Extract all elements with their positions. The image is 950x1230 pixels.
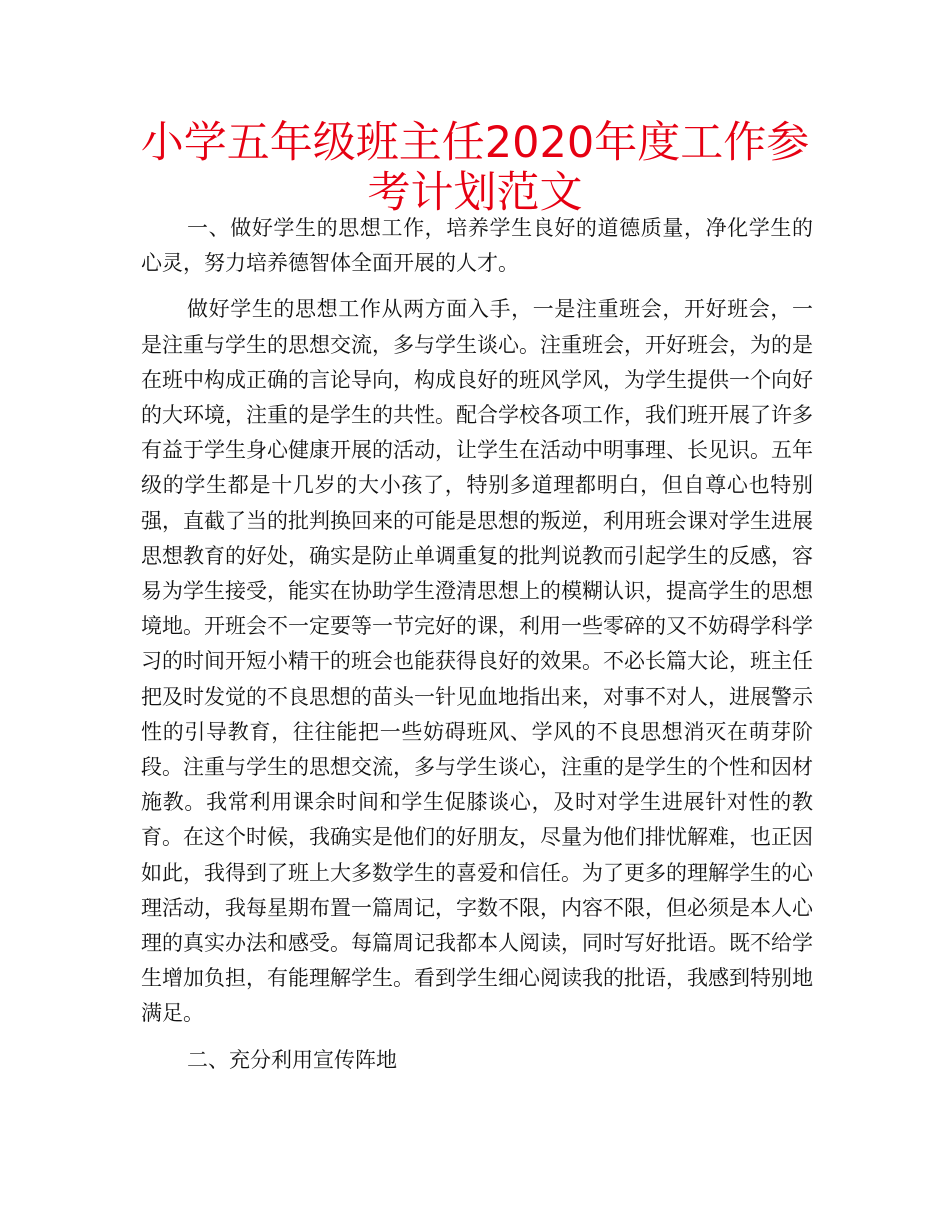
document-title: 小学五年级班主任2020年度工作参考计划范文 <box>140 118 810 218</box>
document-body <box>141 211 813 1078</box>
paragraph-1: 一、做好学生的思想工作，培养学生良好的道德质量，净化学生的心灵，努力培养德智体全面开展的人才。 <box>141 216 813 276</box>
paragraph-2: 做好学生的思想工作从两方面入手，一是注重班会，开好班会，一是注重与学生的思想交流，多与学生谈心。注重班会，开好班会，为的是在班中构成正确的言论导向，构成良好的班风学风，为学生提供一个向好的大环境，注重的是学生的共性。配合学校各项工作，我们班开展了许多有益于学生身心健康开展的活动，让学生在活动中明事理、长见识。五年级的学生都是十几岁的大小孩了，特别多道理都明白，但自尊心也特别强，直截了当的批判换回来的可能是思想的叛逆，利用班会课对学生进展思想教育的好处，确实是防止单调重复的批判说教而引起学生的反感，容易为学生接受，能实在协助学生澄清思想上的模糊认识，提高学生的思想境地。开班会不一定要等一节完好的课，利用一些零碎的又不妨碍学科学习的时间开短小精干的班会也能获得良好的效果。不必长篇大论，班主任把及时发觉的不良思想的苗头一针见血地指出来，对事不对人，进展警示性的引导教育，往往能把一些妨碍班风、学风的不良思想消灭在萌芽阶段。注重与学生的思想交流，多与学生谈心，注重的是学生的个性和因材施教。我常利用课余时间和学生促膝谈心，及时对学生进展针对性的教育。在这个时候，我确实是他们的好朋友，尽量为他们排忧解难，也正因如此，我得到了班上大多数学生的喜爱和信任。为了更多的理解学生的心理活动，我每星期布置一篇周记，字数不限，内容不限，但必须是本人心理的真实办法和感受。每篇周记我都本人阅读，同时写好批语。既不给学生增加负担，有能理解学生。看到学生细心阅读我的批语，我感到特别地满足。 <box>141 297 813 1026</box>
section-heading-2: 二、充分利用宣传阵地 <box>187 1047 397 1072</box>
